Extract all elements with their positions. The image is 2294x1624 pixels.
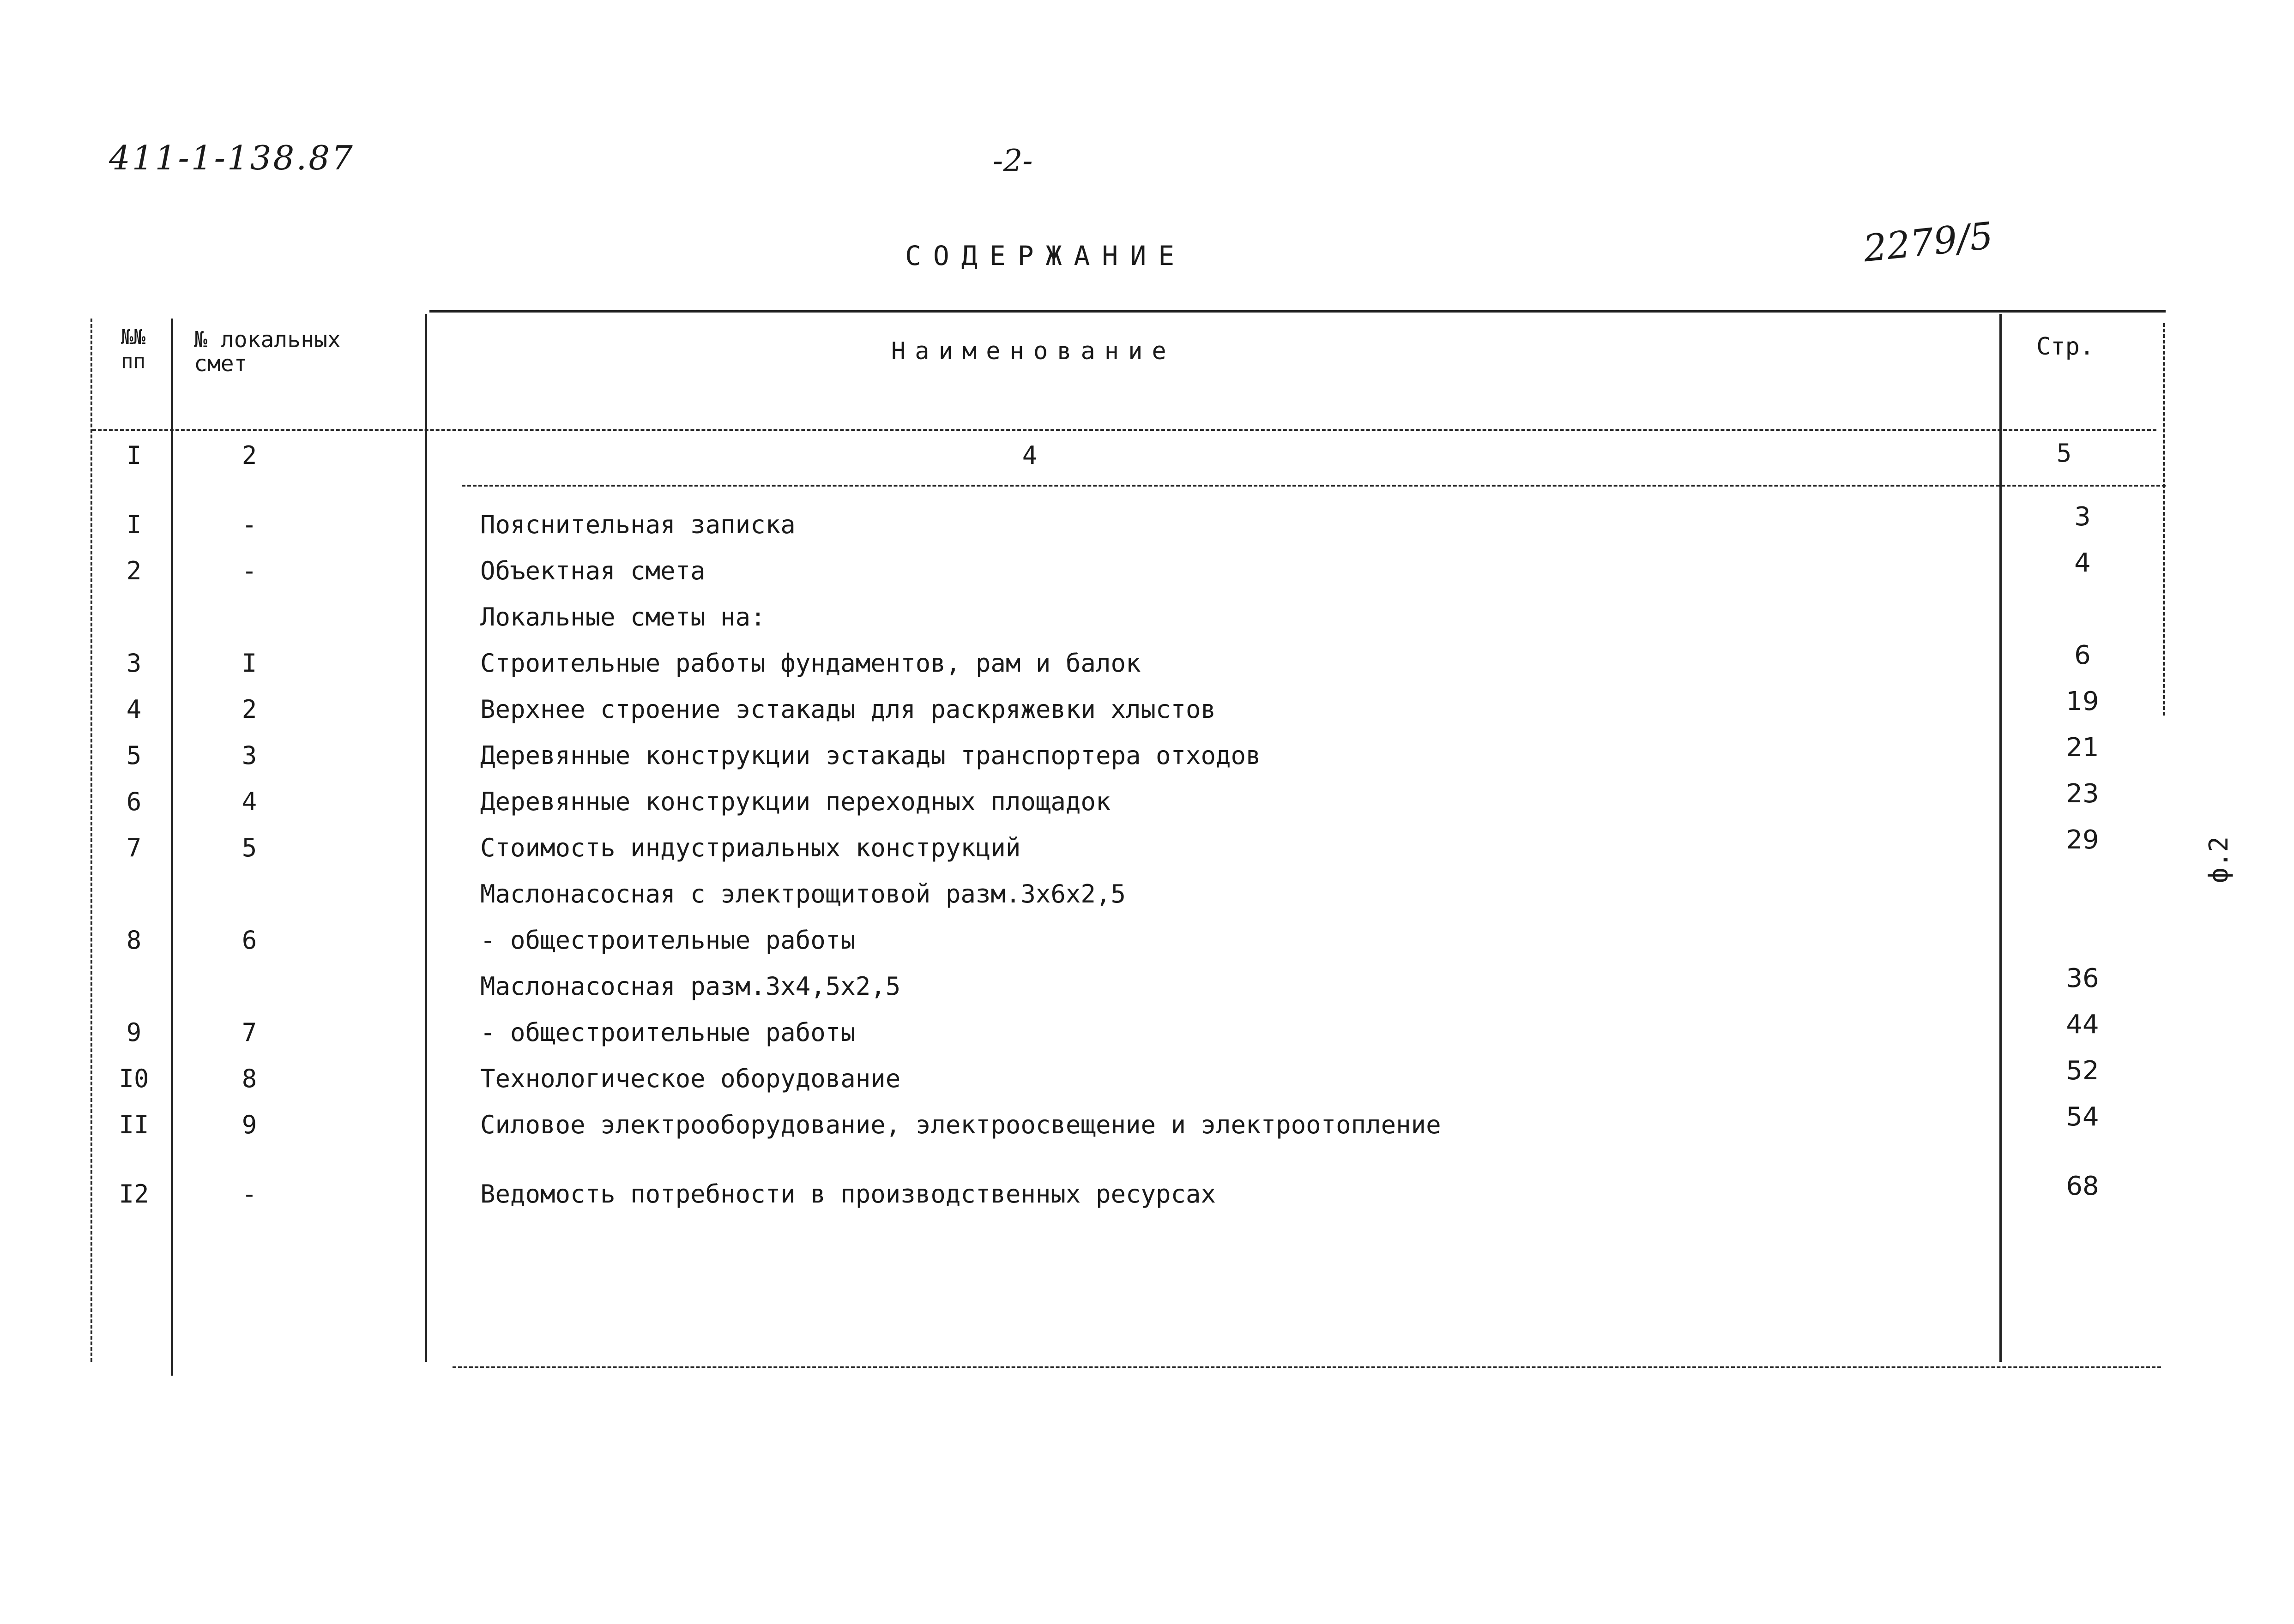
row-page: 54 bbox=[2066, 1102, 2099, 1132]
table-row bbox=[0, 1102, 2294, 1152]
row-name: Маслонасосная разм.3х4,5х2,5 bbox=[480, 972, 901, 1001]
row-name: Объектная смета bbox=[480, 556, 706, 585]
column-number-2: 2 bbox=[241, 441, 257, 470]
row-page: 4 bbox=[2074, 548, 2091, 578]
column-number-3: 4 bbox=[1022, 441, 1038, 470]
row-name: - общестроительные работы bbox=[480, 926, 856, 955]
row-page: 3 bbox=[2074, 502, 2091, 532]
row-page: 29 bbox=[2066, 825, 2099, 855]
row-number: I2 bbox=[119, 1179, 149, 1209]
row-estimate-number: I bbox=[241, 649, 257, 678]
table-row bbox=[0, 548, 2294, 598]
row-number: 8 bbox=[126, 926, 142, 955]
table-row bbox=[0, 1056, 2294, 1106]
table-row bbox=[0, 879, 2294, 921]
table-row bbox=[0, 686, 2294, 736]
row-page: 36 bbox=[2066, 963, 2099, 993]
row-page: 68 bbox=[2066, 1171, 2099, 1201]
table-row bbox=[0, 825, 2294, 875]
row-estimate-number: 5 bbox=[241, 833, 257, 862]
row-estimate-number: - bbox=[241, 1179, 257, 1209]
row-estimate-number: 7 bbox=[241, 1018, 257, 1047]
row-number: 3 bbox=[126, 649, 142, 678]
row-name: Силовое электрооборудование, электроосвещение и электроотопление bbox=[480, 1110, 1441, 1139]
row-page: 23 bbox=[2066, 779, 2099, 809]
row-name: Ведомость потребности в производственных ресурсах bbox=[480, 1179, 1216, 1209]
table-top-border bbox=[429, 310, 2166, 313]
table-row bbox=[0, 1010, 2294, 1059]
row-estimate-number: 3 bbox=[241, 741, 257, 770]
row-name: - общестроительные работы bbox=[480, 1018, 856, 1047]
row-number: II bbox=[119, 1110, 149, 1139]
side-mark: ф.2 bbox=[2204, 836, 2234, 884]
row-name: Стоимость индустриальных конструкций bbox=[480, 833, 1021, 862]
row-name: Верхнее строение эстакады для раскряжевки хлыстов bbox=[480, 695, 1216, 724]
row-estimate-number: 8 bbox=[241, 1064, 257, 1093]
table-bottom-border bbox=[453, 1366, 2161, 1368]
row-estimate-number: 6 bbox=[241, 926, 257, 955]
table-row bbox=[0, 779, 2294, 829]
row-name: Маслонасосная с электрощитовой разм.3х6х2,5 bbox=[480, 879, 1126, 908]
row-name: Пояснительная записка bbox=[480, 510, 796, 539]
table-row bbox=[0, 602, 2294, 644]
row-number: I0 bbox=[119, 1064, 149, 1093]
row-estimate-number: 9 bbox=[241, 1110, 257, 1139]
row-name: Локальные сметы на: bbox=[480, 602, 766, 632]
table-row bbox=[0, 926, 2294, 967]
row-page: 6 bbox=[2074, 640, 2091, 670]
registration-number: 2279/5 bbox=[1861, 214, 1995, 271]
row-number: I bbox=[126, 510, 142, 539]
row-estimate-number: - bbox=[241, 510, 257, 539]
column-numbers-separator bbox=[462, 485, 2166, 487]
header-name: Наименование bbox=[891, 337, 1176, 365]
row-name: Деревянные конструкции эстакады транспортера отходов bbox=[480, 741, 1261, 770]
table-row bbox=[0, 733, 2294, 782]
row-number: 5 bbox=[126, 741, 142, 770]
header-page: Стр. bbox=[2036, 333, 2095, 361]
page-title: СОДЕРЖАНИЕ bbox=[905, 240, 1187, 271]
table-row bbox=[0, 1171, 2294, 1221]
row-number: 9 bbox=[126, 1018, 142, 1047]
row-name: Деревянные конструкции переходных площадок bbox=[480, 787, 1111, 816]
column-number-1: I bbox=[126, 441, 142, 470]
row-number: 2 bbox=[126, 556, 142, 585]
header-separator bbox=[92, 429, 2156, 431]
row-estimate-number: 4 bbox=[241, 787, 257, 816]
row-number: 7 bbox=[126, 833, 142, 862]
table-row bbox=[0, 963, 2294, 1013]
row-name: Технологическое оборудование bbox=[480, 1064, 901, 1093]
table-row bbox=[0, 502, 2294, 552]
page-number: -2- bbox=[993, 143, 1033, 179]
row-page: 44 bbox=[2066, 1010, 2099, 1040]
row-page: 21 bbox=[2066, 733, 2099, 763]
row-name: Строительные работы фундаментов, рам и балок bbox=[480, 649, 1141, 678]
header-estimate: № локальных смет bbox=[194, 327, 341, 377]
row-number: 4 bbox=[126, 695, 142, 724]
document-code: 411-1-138.87 bbox=[109, 138, 355, 177]
row-number: 6 bbox=[126, 787, 142, 816]
row-page: 19 bbox=[2066, 686, 2099, 716]
column-number-4: 5 bbox=[2056, 439, 2072, 468]
table-row bbox=[0, 640, 2294, 690]
row-page: 52 bbox=[2066, 1056, 2099, 1086]
row-estimate-number: - bbox=[241, 556, 257, 585]
row-estimate-number: 2 bbox=[241, 695, 257, 724]
header-num: №№ пп bbox=[121, 325, 145, 373]
